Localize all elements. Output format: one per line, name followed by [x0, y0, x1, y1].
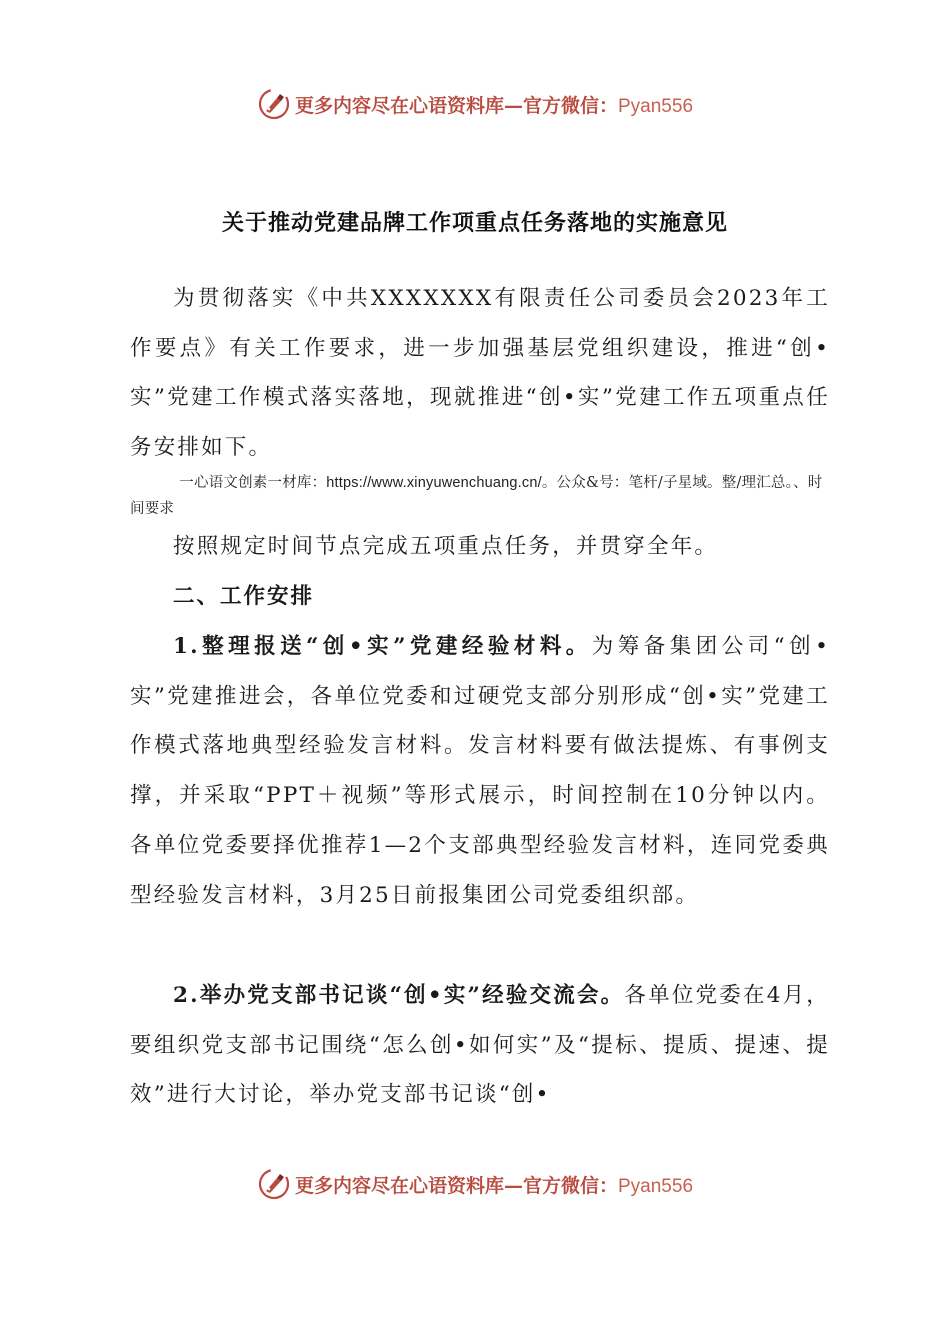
- item-2-paragraph: [130, 971, 830, 1120]
- fountain-pen-logo-icon: [257, 1167, 291, 1201]
- item-1-body: 为筹备集团公司“创•实”党建推进会，各单位党委和过硬党支部分别形成“创•实”党建工作模式落地典型经验发言材料。发言材料要有做法提炼、有事例支撑，并采取“PPT＋视频”等形式展示，时间控制在10分钟以内。各单位党委要择优推荐1—2个支部典型经验发言材料，连同党委典型经验发言材料，3月25日前报集团公司党委组织部。: [130, 634, 830, 908]
- banner-wechat-id: Pyan556: [618, 95, 694, 117]
- item-1-paragraph: [130, 622, 830, 920]
- banner-main-text: 更多内容尽在心语资料库—官方微信：: [294, 94, 618, 117]
- item-1-lead: 1.整理报送“创•实”党建经验材料。: [173, 634, 592, 659]
- watermark-note: [130, 470, 835, 522]
- banner-text: [295, 91, 693, 118]
- item-1-block: [130, 622, 830, 920]
- banner-wechat-id: Pyan556: [618, 1175, 694, 1197]
- banner-main-text: 更多内容尽在心语资料库—官方微信：: [294, 1174, 618, 1197]
- time-requirement-paragraph: 按照规定时间节点完成五项重点任务，并贯穿全年。: [173, 534, 719, 559]
- section-heading-work-arrangement: 二、工作安排: [173, 584, 315, 609]
- time-requirement-block: [130, 522, 830, 572]
- item-2-block: [130, 971, 830, 1120]
- note-prefix: 一心语文创素一材库：: [179, 475, 327, 491]
- footer-banner: [0, 1164, 950, 1204]
- header-banner: [0, 84, 950, 124]
- item-2-body: 各单位党委在4月，要组织党支部书记围绕“怎么创•如何实”及“提标、提质、提速、提效”进行大讨论，举办党支部书记谈“创•: [130, 983, 830, 1108]
- intro-paragraph-block: [130, 274, 830, 473]
- note-suffix: 。公众&号：笔杆/子星域。整/理汇总。、时间要求: [130, 475, 823, 517]
- banner-text: [295, 1171, 693, 1198]
- fountain-pen-logo-icon: [257, 87, 291, 121]
- intro-paragraph: 为贯彻落实《中共XXXXXXX有限责任公司委员会2023年工作要点》有关工作要求，进一步加强基层党组织建设，推进“创•实”党建工作模式落实落地，现就推进“创•实”党建工作五项重点任务安排如下。: [130, 286, 830, 461]
- item-2-lead: 2.举办党支部书记谈“创•实”经验交流会。: [173, 983, 625, 1008]
- note-url: https://www.xinyuwenchuang.cn/: [326, 475, 542, 491]
- document-title: 关于推动党建品牌工作项重点任务落地的实施意见: [221, 210, 728, 236]
